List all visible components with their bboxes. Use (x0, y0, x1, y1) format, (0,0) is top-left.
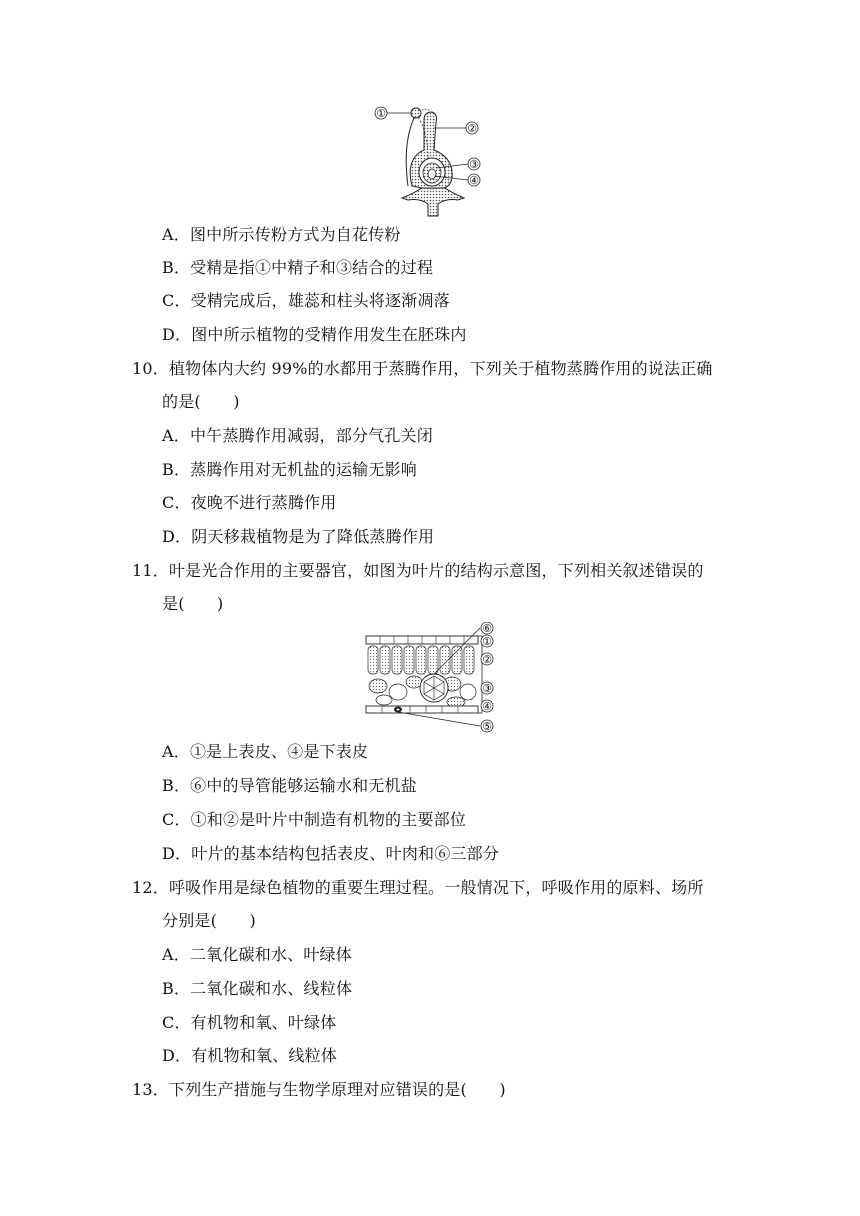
q9-option-c[interactable]: C．受精完成后，雄蕊和柱头将逐渐凋落 (162, 291, 450, 310)
q10-stem-line2: 的是( ) (162, 392, 240, 411)
pistil-diagram (372, 100, 492, 218)
pistil-label-3: ③ (469, 158, 479, 171)
leaf-label-6: ⑥ (482, 622, 492, 635)
pistil-label-1: ① (376, 107, 386, 120)
q12-option-b[interactable]: B．二氧化碳和水、线粒体 (162, 979, 353, 998)
q10-option-c[interactable]: C．夜晚不进行蒸腾作用 (162, 493, 337, 512)
q9-option-d[interactable]: D．图中所示植物的受精作用发生在胚珠内 (162, 325, 467, 344)
q11-option-d[interactable]: D．叶片的基本结构包括表皮、叶肉和⑥三部分 (162, 844, 500, 863)
q12-stem-line2: 分别是( ) (162, 911, 256, 930)
pistil-label-4: ④ (469, 174, 479, 187)
q10-option-b[interactable]: B．蒸腾作用对无机盐的运输无影响 (162, 460, 417, 479)
q12-stem-line1: 12．呼吸作用是绿色植物的重要生理过程。一般情况下，呼吸作用的原料、场所 (132, 878, 704, 897)
leaf-label-5: ⑤ (482, 720, 492, 733)
q12-option-d[interactable]: D．有机物和氧、线粒体 (162, 1046, 338, 1065)
q11-option-a[interactable]: A．①是上表皮、④是下表皮 (162, 742, 369, 761)
q9-option-b[interactable]: B．受精是指①中精子和③结合的过程 (162, 258, 434, 277)
leaf-label-3: ③ (482, 682, 492, 695)
q12-option-c[interactable]: C．有机物和氧、叶绿体 (162, 1013, 337, 1032)
leaf-label-1: ① (482, 635, 492, 648)
q11-option-b[interactable]: B．⑥中的导管能够运输水和无机盐 (162, 776, 417, 795)
q11-stem-line1: 11．叶是光合作用的主要器官，如图为叶片的结构示意图，下列相关叙述错误的 (132, 561, 704, 580)
leaf-section-diagram (360, 622, 500, 734)
pistil-label-2: ② (467, 122, 477, 135)
leaf-label-2: ② (482, 653, 492, 666)
leaf-label-4: ④ (482, 700, 492, 713)
q9-option-a[interactable]: A．图中所示传粉方式为自花传粉 (162, 225, 401, 244)
q10-stem-line1: 10．植物体内大约 99%的水都用于蒸腾作用，下列关于植物蒸腾作用的说法正确 (132, 359, 713, 378)
q10-option-d[interactable]: D．阴天移栽植物是为了降低蒸腾作用 (162, 527, 435, 546)
q11-option-c[interactable]: C．①和②是叶片中制造有机物的主要部位 (162, 810, 467, 829)
q13-stem-line1: 13．下列生产措施与生物学原理对应错误的是( ) (132, 1080, 506, 1099)
q10-option-a[interactable]: A．中午蒸腾作用减弱，部分气孔关闭 (162, 426, 433, 445)
q11-stem-line2: 是( ) (162, 594, 224, 613)
q12-option-a[interactable]: A．二氧化碳和水、叶绿体 (162, 945, 352, 964)
